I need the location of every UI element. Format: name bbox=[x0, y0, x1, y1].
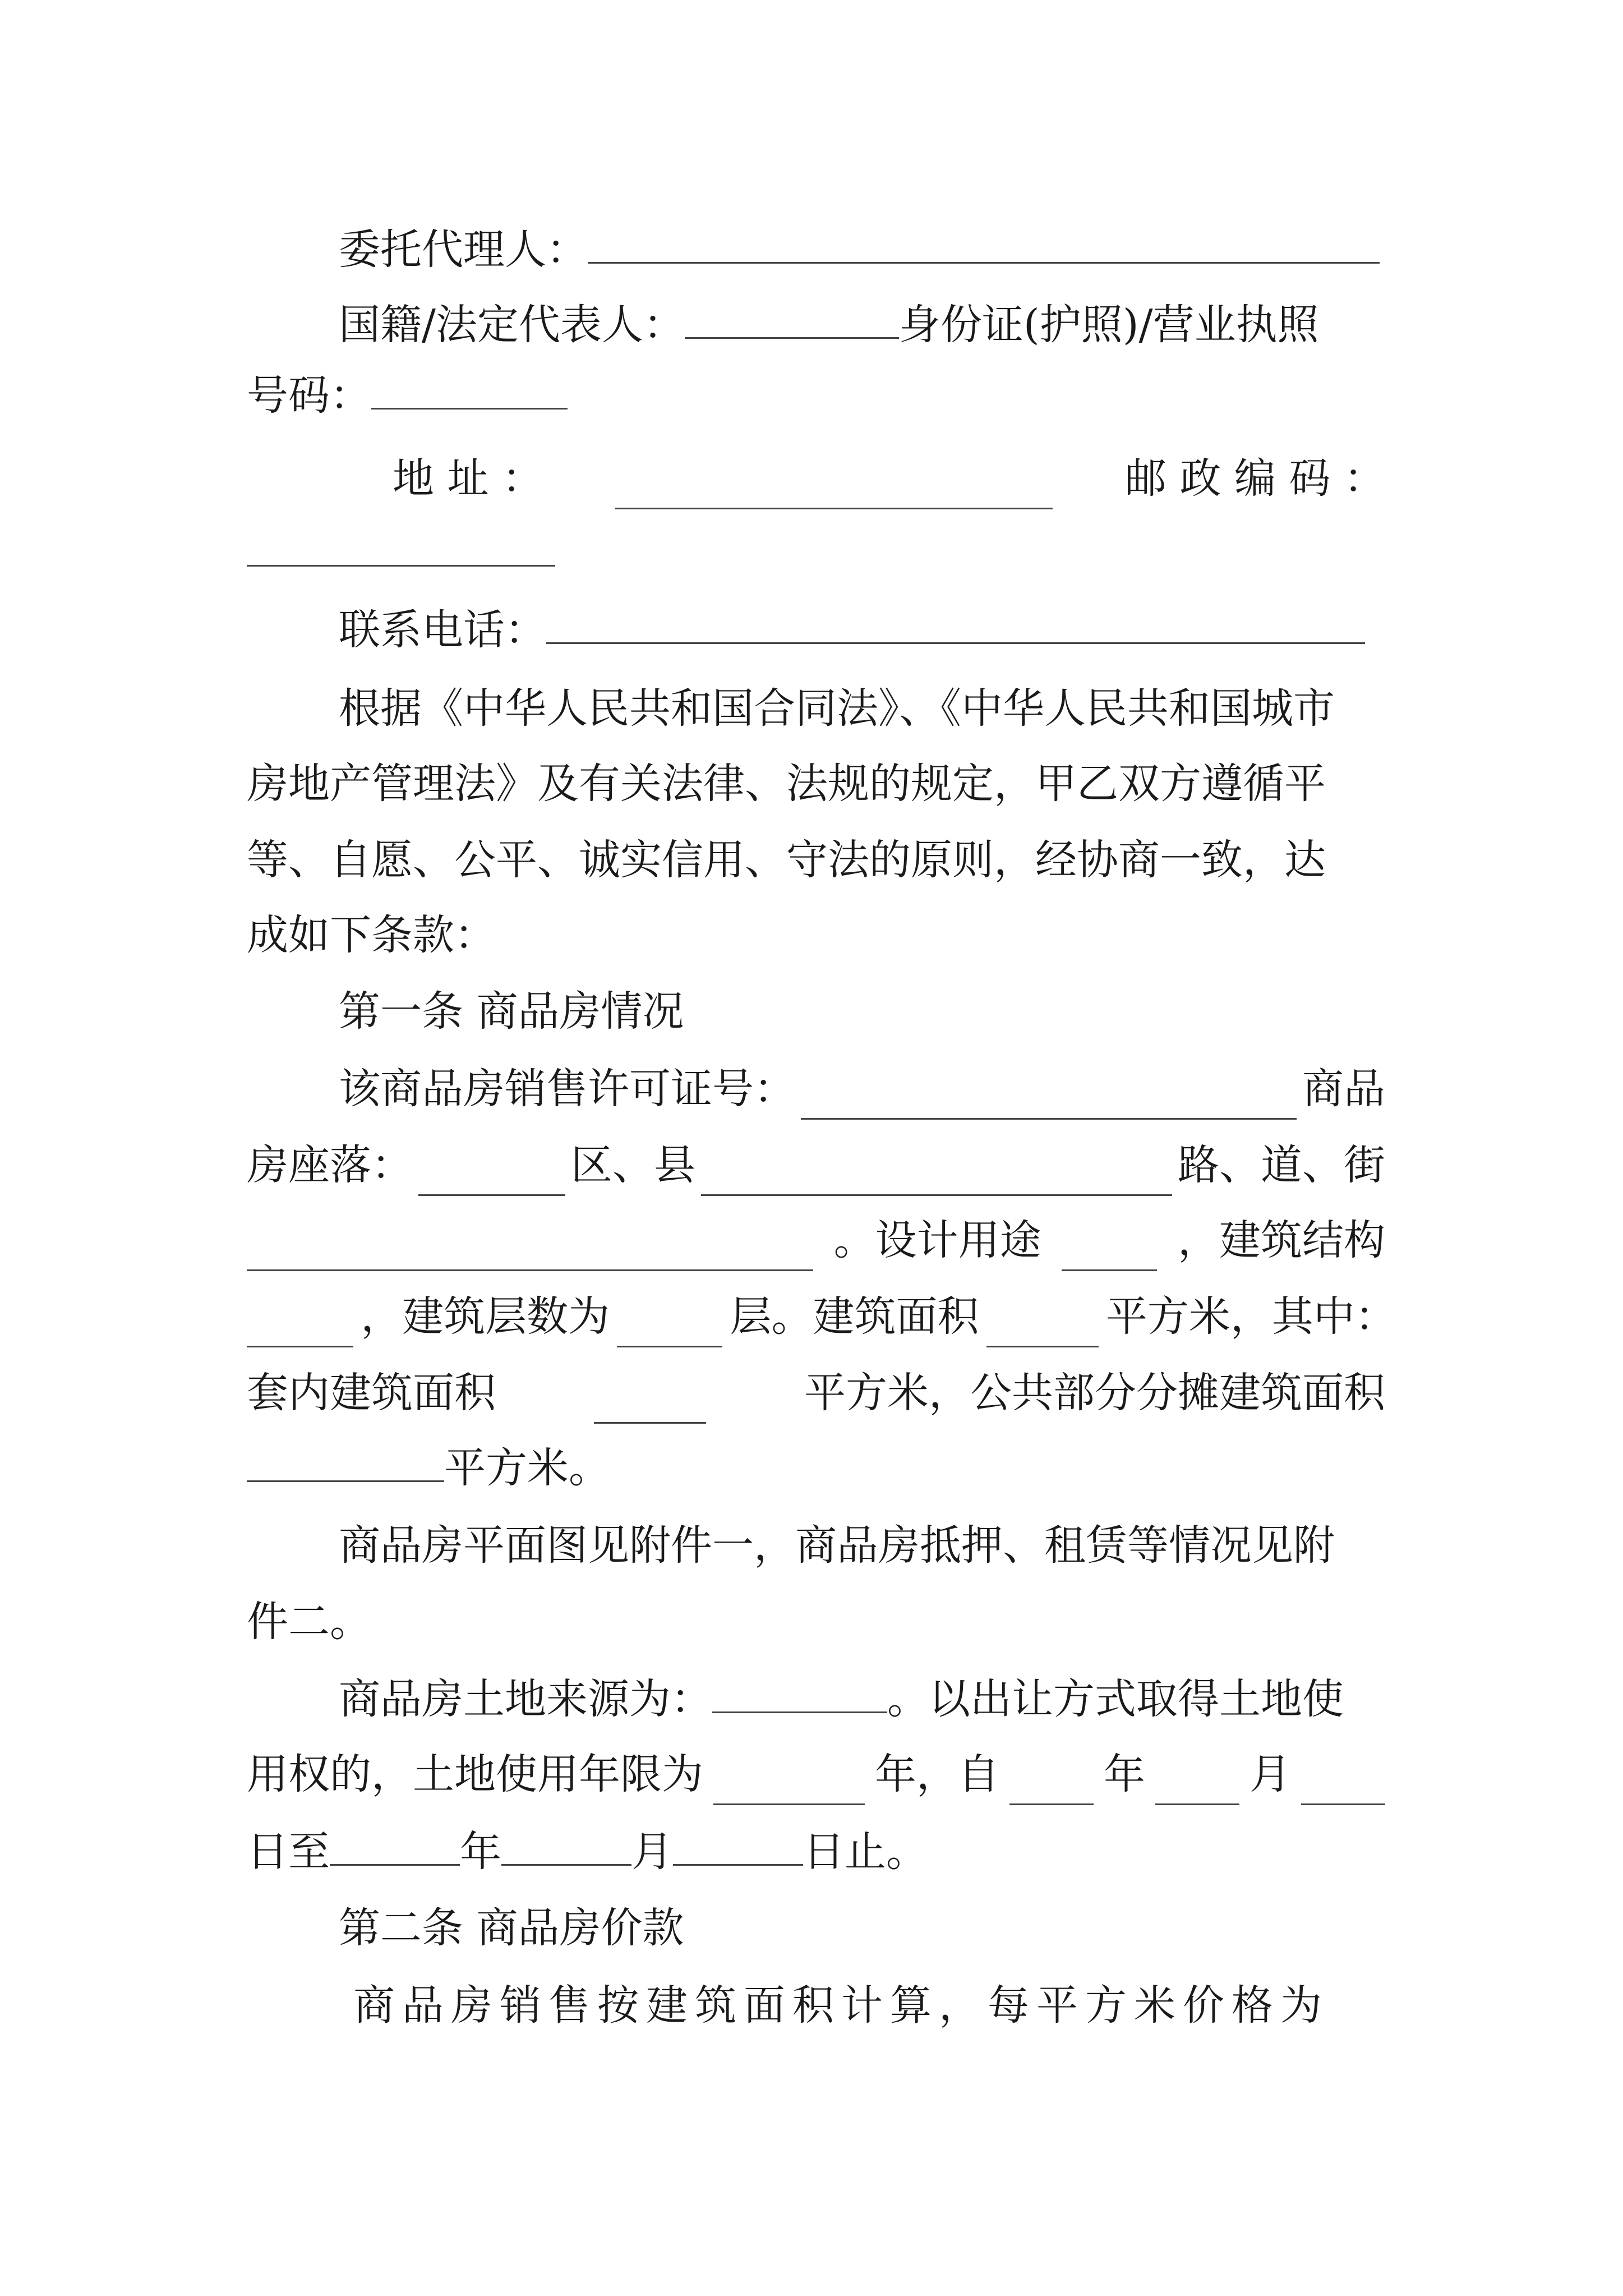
land-term-row bbox=[247, 1743, 1385, 1805]
sqm-among-label: 平方米，其中： bbox=[1105, 1292, 1396, 1341]
month-label-2: 月 bbox=[631, 1828, 673, 1876]
district-blank[interactable] bbox=[418, 1155, 565, 1196]
structure-label: ，建筑结构 bbox=[1177, 1216, 1385, 1264]
postcode-row bbox=[247, 522, 1385, 583]
location-row bbox=[247, 1134, 1385, 1196]
postcode-label: 邮 政 编 码 ： bbox=[1124, 454, 1385, 503]
phone-label: 联系电话： bbox=[339, 606, 546, 654]
inner-area-row bbox=[247, 1362, 1385, 1424]
address-label: 地 址 ： bbox=[393, 454, 544, 503]
nationality-row bbox=[339, 294, 1477, 356]
floors-suffix: 层。建筑面积 bbox=[730, 1292, 979, 1341]
id-number-label: 号码： bbox=[247, 371, 371, 420]
public-area-row bbox=[247, 1437, 1385, 1499]
design-use-row bbox=[247, 1209, 1385, 1271]
structure-blank[interactable] bbox=[247, 1306, 353, 1347]
permit-label: 该商品房销售许可证号： bbox=[339, 1065, 795, 1113]
permit-blank[interactable] bbox=[801, 1079, 1297, 1120]
agent-label: 委托代理人： bbox=[339, 226, 588, 274]
preamble-line-1: 根据《中华人民共和国合同法》、《中华人民共和国城市 bbox=[339, 684, 1335, 733]
to-day-blank[interactable] bbox=[673, 1825, 803, 1866]
address-blank[interactable] bbox=[615, 468, 1053, 509]
year-label-2: 年 bbox=[460, 1828, 501, 1876]
month-label-1: 月 bbox=[1249, 1750, 1291, 1798]
district-label: 区、县 bbox=[571, 1141, 695, 1189]
road-blank[interactable] bbox=[701, 1155, 1172, 1196]
agent-blank[interactable] bbox=[588, 223, 1380, 264]
price-line: 商品房销售按建筑面积计算，每平方米价格为 bbox=[353, 1981, 1329, 2030]
from-month-blank[interactable] bbox=[1155, 1764, 1239, 1805]
postcode-blank[interactable] bbox=[247, 526, 555, 567]
id-label: 身份证(护照)/营业执照 bbox=[898, 301, 1319, 349]
public-area-label: 平方米，公共部分分摊建筑面积 bbox=[804, 1369, 1385, 1417]
design-use-blank[interactable] bbox=[1062, 1230, 1157, 1271]
floors-prefix: ，建筑层数为 bbox=[361, 1292, 610, 1341]
area-blank[interactable] bbox=[986, 1306, 1099, 1347]
permit-row bbox=[339, 1058, 1385, 1120]
floors-row bbox=[247, 1286, 1396, 1347]
address-row bbox=[393, 448, 1385, 509]
to-year-blank[interactable] bbox=[330, 1825, 460, 1866]
public-area-blank[interactable] bbox=[247, 1441, 444, 1482]
preamble-line-4: 成如下条款： bbox=[247, 911, 496, 959]
location-label: 房座落： bbox=[247, 1141, 413, 1189]
street-blank[interactable] bbox=[247, 1230, 813, 1271]
inner-area-blank[interactable] bbox=[594, 1383, 706, 1424]
sqm-end-label: 平方米。 bbox=[444, 1444, 610, 1492]
floors-blank[interactable] bbox=[617, 1306, 722, 1347]
nationality-label: 国籍/法定代表人： bbox=[339, 301, 685, 349]
phone-blank[interactable] bbox=[546, 603, 1365, 644]
day-end-label: 日止。 bbox=[803, 1828, 928, 1876]
year-from-label: 年，自 bbox=[875, 1750, 999, 1798]
from-day-blank[interactable] bbox=[1301, 1764, 1385, 1805]
attachment-line-1: 商品房平面图见附件一，商品房抵押、租赁等情况见附 bbox=[339, 1521, 1335, 1570]
article-1-title: 第一条 商品房情况 bbox=[339, 987, 684, 1036]
inner-area-label: 套内建筑面积 bbox=[247, 1369, 496, 1417]
land-transfer-label: 。以出让方式取得土地使 bbox=[887, 1675, 1344, 1723]
year-label-1: 年 bbox=[1104, 1750, 1145, 1798]
land-term-blank[interactable] bbox=[713, 1764, 865, 1805]
from-year-blank[interactable] bbox=[1009, 1764, 1094, 1805]
land-source-blank[interactable] bbox=[712, 1672, 887, 1713]
attachment-line-2: 件二。 bbox=[247, 1598, 371, 1646]
preamble-line-2: 房地产管理法》及有关法律、法规的规定，甲乙双方遵循平 bbox=[247, 760, 1326, 808]
land-source-label: 商品房土地来源为： bbox=[339, 1675, 712, 1723]
design-use-label: 。设计用途 bbox=[833, 1216, 1041, 1264]
to-month-blank[interactable] bbox=[501, 1825, 631, 1866]
term-end-row bbox=[247, 1821, 1385, 1883]
nationality-blank[interactable] bbox=[685, 298, 899, 339]
agent-row bbox=[339, 219, 1477, 280]
land-source-row bbox=[339, 1668, 1477, 1730]
preamble-line-3: 等、自愿、公平、诚实信用、守法的原则，经协商一致，达 bbox=[247, 836, 1326, 884]
road-label: 路、道、街 bbox=[1178, 1141, 1385, 1189]
id-number-blank[interactable] bbox=[371, 369, 568, 409]
land-term-label: 用权的，土地使用年限为 bbox=[247, 1750, 703, 1798]
article-2-title: 第二条 商品房价款 bbox=[339, 1904, 684, 1952]
location-word: 商品 bbox=[1302, 1065, 1385, 1113]
day-to-label: 日至 bbox=[247, 1828, 330, 1876]
phone-row bbox=[339, 599, 1477, 661]
id-number-row bbox=[247, 365, 1385, 426]
